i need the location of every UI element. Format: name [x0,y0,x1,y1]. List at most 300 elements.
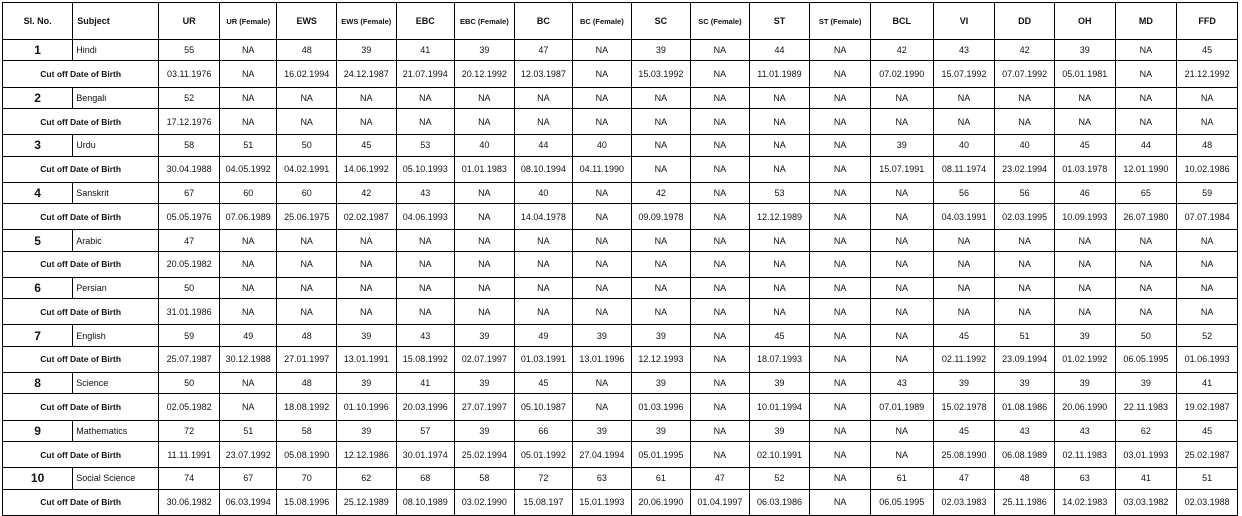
dob-cell: 03.01.1993 [1115,442,1177,468]
marks-cell: 45 [1177,40,1238,61]
dob-cell: 02.03.1995 [995,204,1055,230]
marks-cell: 41 [396,40,455,61]
dob-label-cell: Cut off Date of Birth [3,489,159,515]
header-bc-female: BC (Female) [573,3,632,40]
marks-cell: 45 [1054,135,1115,156]
header-dd: DD [995,3,1055,40]
marks-cell: NA [810,135,871,156]
dob-cell: NA [691,442,750,468]
marks-cell: 39 [573,325,632,346]
dob-cell: NA [1054,108,1115,134]
dob-cell: 25.07.1987 [159,346,220,372]
dob-cell: 10.02.1986 [1177,156,1238,182]
marks-cell: 66 [514,420,573,441]
dob-cell: NA [870,299,933,325]
table-row [3,373,1238,394]
marks-cell: NA [277,277,337,298]
marks-cell: NA [1115,87,1177,108]
dob-cell: 15.07.1992 [933,61,995,87]
dob-cell: NA [514,299,573,325]
marks-cell: 39 [455,325,515,346]
dob-cell: 02.03.1983 [933,489,995,515]
dob-cell: 15.08.1992 [396,346,455,372]
dob-cell: 06.05.1995 [870,489,933,515]
marks-cell: NA [631,277,691,298]
header-ur: UR [159,3,220,40]
dob-cell: 31.01.1986 [159,299,220,325]
table-row [3,468,1238,489]
header-vi: VI [933,3,995,40]
dob-cell: NA [691,204,750,230]
marks-cell: NA [219,40,276,61]
dob-cell: 27.07.1997 [455,394,515,420]
marks-cell: NA [691,40,750,61]
dob-cell: NA [336,251,396,277]
marks-cell: 41 [1177,373,1238,394]
dob-cell: NA [995,299,1055,325]
dob-cell: 18.08.1992 [277,394,337,420]
dob-cell: 30.06.1982 [159,489,220,515]
subject-cell: Persian [73,277,159,298]
marks-cell: 43 [396,325,455,346]
dob-cell: 26.07.1980 [1115,204,1177,230]
marks-cell: 46 [1054,182,1115,203]
dob-cell: 06.05.1995 [1115,346,1177,372]
marks-cell: NA [870,230,933,251]
dob-cell: NA [514,251,573,277]
marks-cell: 43 [933,40,995,61]
marks-cell: 63 [573,468,632,489]
dob-cell: NA [396,251,455,277]
marks-cell: NA [691,420,750,441]
dob-cell: 12.12.1989 [749,204,810,230]
dob-cell: 10.01.1994 [749,394,810,420]
sl-no-cell: 10 [3,468,73,489]
dob-cell: 18.07.1993 [749,346,810,372]
dob-cell: NA [810,61,871,87]
dob-cell: 08.11.1974 [933,156,995,182]
dob-cell: NA [573,299,632,325]
dob-cell: 27.01.1997 [277,346,337,372]
marks-cell: NA [573,182,632,203]
marks-cell: 59 [1177,182,1238,203]
dob-cell: 07.07.1984 [1177,204,1238,230]
marks-cell: NA [219,87,276,108]
table-row [3,325,1238,346]
dob-cell: 05.10.1993 [396,156,455,182]
sl-no-cell: 6 [3,277,73,298]
marks-cell: NA [749,277,810,298]
dob-cell: NA [691,394,750,420]
marks-cell: 41 [1115,468,1177,489]
sl-no-cell: 7 [3,325,73,346]
dob-cell: NA [1054,299,1115,325]
dob-cell: NA [396,299,455,325]
dob-cell: 30.04.1988 [159,156,220,182]
marks-cell: 61 [631,468,691,489]
dob-cell: NA [870,108,933,134]
dob-cell: 14.02.1983 [1054,489,1115,515]
dob-cell: 07.07.1992 [995,61,1055,87]
marks-cell: 52 [1177,325,1238,346]
dob-label-cell: Cut off Date of Birth [3,346,159,372]
dob-cell: NA [933,251,995,277]
marks-cell: 50 [159,277,220,298]
dob-cell: 08.10.1989 [396,489,455,515]
dob-cell: 15.08.197 [514,489,573,515]
header-ews-female: EWS (Female) [336,3,396,40]
marks-cell: NA [870,325,933,346]
marks-cell: NA [1177,87,1238,108]
dob-cell: 25.02.1987 [1177,442,1238,468]
dob-cell: 20.03.1996 [396,394,455,420]
dob-cell: NA [277,251,337,277]
marks-cell: 39 [1115,373,1177,394]
marks-cell: NA [1054,230,1115,251]
subject-cell: Sanskrit [73,182,159,203]
marks-cell: NA [219,277,276,298]
marks-cell: 70 [277,468,337,489]
marks-cell: NA [1054,277,1115,298]
table-row [3,108,1238,134]
dob-cell: 20.12.1992 [455,61,515,87]
marks-cell: NA [691,373,750,394]
dob-cell: 04.06.1993 [396,204,455,230]
dob-cell: NA [277,108,337,134]
marks-cell: 40 [933,135,995,156]
dob-label-cell: Cut off Date of Birth [3,204,159,230]
dob-cell: NA [691,156,750,182]
marks-cell: NA [1115,277,1177,298]
dob-cell: NA [455,251,515,277]
subject-cell: Science [73,373,159,394]
header-ebc: EBC [396,3,455,40]
marks-cell: NA [870,420,933,441]
header-ebc-female: EBC (Female) [455,3,515,40]
table-row [3,135,1238,156]
dob-cell: 04.02.1991 [277,156,337,182]
dob-cell: 30.01.1974 [396,442,455,468]
dob-cell: 02.02.1987 [336,204,396,230]
marks-cell: NA [1177,230,1238,251]
header-subject: Subject [73,3,159,40]
dob-label-cell: Cut off Date of Birth [3,251,159,277]
dob-cell: NA [1115,299,1177,325]
dob-cell: 10.09.1993 [1054,204,1115,230]
sl-no-cell: 8 [3,373,73,394]
dob-cell: NA [691,299,750,325]
table-row [3,394,1238,420]
marks-cell: NA [810,40,871,61]
dob-cell: 07.01.1989 [870,394,933,420]
dob-cell: 01.03.1978 [1054,156,1115,182]
marks-cell: NA [870,87,933,108]
marks-cell: NA [749,135,810,156]
marks-cell: NA [336,277,396,298]
table-row [3,87,1238,108]
marks-cell: 47 [691,468,750,489]
marks-cell: NA [810,87,871,108]
dob-cell: 05.05.1976 [159,204,220,230]
dob-cell: NA [336,108,396,134]
dob-cell: 01.02.1992 [1054,346,1115,372]
dob-cell: 04.03.1991 [933,204,995,230]
dob-cell: NA [1177,299,1238,325]
dob-label-cell: Cut off Date of Birth [3,394,159,420]
dob-cell: 03.11.1976 [159,61,220,87]
marks-cell: 39 [631,373,691,394]
marks-cell: 39 [870,135,933,156]
dob-cell: 20.05.1982 [159,251,220,277]
header-sc-female: SC (Female) [691,3,750,40]
dob-cell: 01.10.1996 [336,394,396,420]
marks-cell: NA [691,182,750,203]
dob-cell: 01.06.1993 [1177,346,1238,372]
marks-cell: NA [455,230,515,251]
marks-cell: 53 [749,182,810,203]
marks-cell: 74 [159,468,220,489]
dob-cell: 03.03.1982 [1115,489,1177,515]
table-row [3,61,1238,87]
marks-cell: NA [1054,87,1115,108]
sl-no-cell: 9 [3,420,73,441]
subject-cell: Social Science [73,468,159,489]
marks-cell: NA [933,230,995,251]
marks-cell: 40 [573,135,632,156]
marks-cell: 39 [573,420,632,441]
marks-cell: 47 [933,468,995,489]
marks-cell: NA [336,230,396,251]
marks-cell: 39 [631,325,691,346]
marks-cell: 48 [277,373,337,394]
header-ur-female: UR (Female) [219,3,276,40]
dob-cell: NA [810,346,871,372]
dob-cell: NA [749,299,810,325]
dob-cell: NA [219,394,276,420]
dob-cell: 12.12.1986 [336,442,396,468]
marks-cell: 48 [277,40,337,61]
marks-cell: NA [691,325,750,346]
dob-cell: 23.07.1992 [219,442,276,468]
dob-cell: NA [1054,251,1115,277]
marks-cell: NA [455,87,515,108]
header-oh: OH [1054,3,1115,40]
dob-cell: NA [870,442,933,468]
marks-cell: 42 [995,40,1055,61]
dob-cell: 21.12.1992 [1177,61,1238,87]
table-row [3,277,1238,298]
marks-cell: 60 [219,182,276,203]
dob-cell: 05.01.1995 [631,442,691,468]
marks-cell: NA [455,182,515,203]
header-row [3,3,1238,40]
dob-cell: 05.10.1987 [514,394,573,420]
marks-cell: 61 [870,468,933,489]
dob-cell: NA [810,299,871,325]
dob-cell: 05.01.1981 [1054,61,1115,87]
dob-cell: 02.10.1991 [749,442,810,468]
dob-cell: 04.05.1992 [219,156,276,182]
dob-label-cell: Cut off Date of Birth [3,156,159,182]
marks-cell: 56 [995,182,1055,203]
dob-cell: 01.01.1983 [455,156,515,182]
dob-cell: NA [810,489,871,515]
header-st: ST [749,3,810,40]
dob-cell: 15.07.1991 [870,156,933,182]
marks-cell: NA [810,373,871,394]
marks-cell: 39 [336,373,396,394]
dob-cell: 21.07.1994 [396,61,455,87]
marks-cell: NA [995,277,1055,298]
table-row [3,489,1238,515]
marks-cell: 47 [159,230,220,251]
dob-cell: NA [1115,61,1177,87]
marks-cell: 44 [514,135,573,156]
marks-cell: 59 [159,325,220,346]
sl-no-cell: 2 [3,87,73,108]
marks-cell: NA [514,230,573,251]
header-bcl: BCL [870,3,933,40]
marks-cell: 49 [219,325,276,346]
marks-cell: 67 [219,468,276,489]
marks-cell: 48 [995,468,1055,489]
marks-cell: 45 [1177,420,1238,441]
marks-cell: NA [1115,40,1177,61]
dob-cell: NA [691,346,750,372]
marks-cell: 47 [514,40,573,61]
subject-cell: Arabic [73,230,159,251]
marks-cell: 50 [159,373,220,394]
dob-cell: 02.03.1988 [1177,489,1238,515]
dob-cell: 11.11.1991 [159,442,220,468]
dob-cell: NA [810,251,871,277]
subject-cell: Hindi [73,40,159,61]
dob-cell: 01.03.1996 [631,394,691,420]
dob-cell: 16.02.1994 [277,61,337,87]
header-bc: BC [514,3,573,40]
marks-cell: 68 [396,468,455,489]
dob-cell: NA [933,299,995,325]
marks-cell: NA [691,277,750,298]
dob-cell: 07.06.1989 [219,204,276,230]
marks-cell: NA [573,373,632,394]
table-row [3,346,1238,372]
marks-cell: 45 [514,373,573,394]
marks-cell: NA [810,325,871,346]
dob-cell: NA [277,299,337,325]
dob-cell: NA [810,108,871,134]
marks-cell: 60 [277,182,337,203]
dob-cell: NA [219,299,276,325]
dob-cell: NA [870,204,933,230]
marks-cell: 39 [749,373,810,394]
marks-cell: 55 [159,40,220,61]
dob-cell: 02.05.1982 [159,394,220,420]
marks-cell: 45 [336,135,396,156]
marks-cell: 44 [1115,135,1177,156]
table-row [3,156,1238,182]
marks-cell: 42 [336,182,396,203]
dob-cell: NA [336,299,396,325]
marks-cell: NA [1115,230,1177,251]
marks-cell: NA [995,87,1055,108]
marks-cell: 39 [1054,325,1115,346]
dob-cell: 08.10.1994 [514,156,573,182]
dob-cell: 02.11.1983 [1054,442,1115,468]
marks-cell: NA [933,87,995,108]
table-row [3,230,1238,251]
marks-cell: 39 [631,420,691,441]
marks-cell: 39 [995,373,1055,394]
marks-cell: NA [219,230,276,251]
dob-cell: NA [810,442,871,468]
sl-no-cell: 1 [3,40,73,61]
table-row [3,40,1238,61]
marks-cell: 43 [995,420,1055,441]
marks-cell: NA [810,420,871,441]
dob-cell: 13.01.1991 [336,346,396,372]
marks-cell: 52 [159,87,220,108]
marks-cell: NA [749,230,810,251]
marks-cell: NA [631,135,691,156]
dob-cell: NA [1177,108,1238,134]
marks-cell: 56 [933,182,995,203]
marks-cell: NA [396,87,455,108]
marks-cell: NA [933,277,995,298]
dob-cell: NA [573,61,632,87]
dob-cell: NA [691,61,750,87]
subject-cell: Mathematics [73,420,159,441]
marks-cell: 42 [870,40,933,61]
dob-cell: 25.02.1994 [455,442,515,468]
marks-cell: 39 [933,373,995,394]
marks-cell: 39 [336,40,396,61]
marks-cell: 48 [1177,135,1238,156]
dob-cell: NA [933,108,995,134]
marks-cell: NA [514,87,573,108]
dob-cell: NA [749,108,810,134]
dob-cell: 30.12.1988 [219,346,276,372]
marks-cell: NA [870,277,933,298]
marks-cell: 45 [933,420,995,441]
marks-cell: NA [573,277,632,298]
marks-cell: 51 [219,135,276,156]
dob-cell: NA [219,61,276,87]
marks-cell: NA [870,182,933,203]
dob-cell: NA [1115,251,1177,277]
table-body [3,40,1238,516]
dob-cell: NA [870,346,933,372]
sl-no-cell: 4 [3,182,73,203]
dob-label-cell: Cut off Date of Birth [3,442,159,468]
marks-cell: 49 [514,325,573,346]
dob-cell: 12.01.1990 [1115,156,1177,182]
marks-cell: 58 [159,135,220,156]
marks-cell: 42 [631,182,691,203]
marks-cell: NA [749,87,810,108]
dob-cell: 15.03.1992 [631,61,691,87]
marks-cell: 40 [995,135,1055,156]
header-st-female: ST (Female) [810,3,871,40]
dob-cell: 03.02.1990 [455,489,515,515]
dob-cell: 25.11.1986 [995,489,1055,515]
dob-cell: NA [396,108,455,134]
marks-cell: 39 [1054,40,1115,61]
marks-cell: 39 [455,40,515,61]
dob-cell: 20.06.1990 [1054,394,1115,420]
header-md: MD [1115,3,1177,40]
dob-cell: 20.06.1990 [631,489,691,515]
